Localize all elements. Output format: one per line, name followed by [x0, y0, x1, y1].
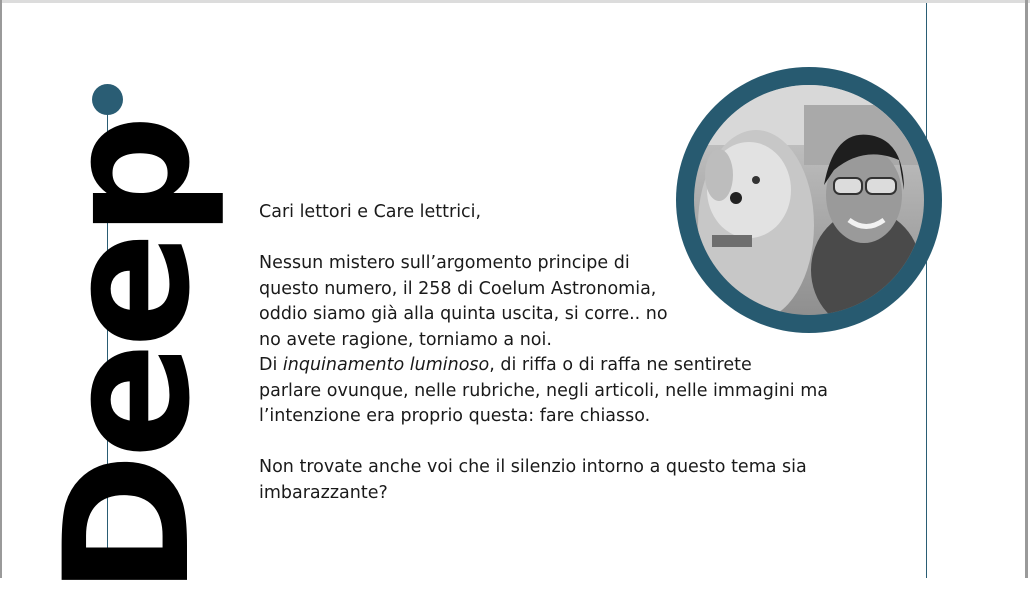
page-title: Deep [27, 120, 228, 596]
paragraph-gap [259, 430, 869, 456]
greeting: Cari lettori e Care lettrici, [259, 202, 482, 222]
accent-dot [92, 84, 123, 115]
dog-eye [752, 176, 760, 184]
portrait-photo [694, 85, 924, 315]
paragraph-1-line-4: no avete ragione, torniamo a noi. [259, 329, 552, 350]
line-5-prefix: Di [259, 355, 283, 375]
paragraph-1-line-2: questo numero, il 258 di Coelum Astronomia, [259, 278, 657, 299]
paragraph-2-line-1: Non trovate anche voi che il silenzio intorno a questo tema sia [259, 457, 807, 477]
paragraph-1-line-5 [259, 353, 869, 379]
paragraph-1-line-3: oddio siamo già alla quinta uscita, si corre.. no [259, 304, 668, 324]
page-frame-top [0, 0, 1030, 3]
author-portrait [676, 67, 942, 333]
dog-harness [712, 235, 752, 247]
page-frame-right [1025, 0, 1028, 578]
line-5-suffix: , di riffa o di raffa ne sentirete [489, 355, 752, 375]
dog-nose [730, 192, 742, 204]
paragraph-2-line-2: imbarazzante? [259, 482, 388, 503]
portrait-illustration [694, 85, 924, 315]
emphasis-term: inquinamento luminoso [282, 355, 490, 375]
sunglasses-right [866, 178, 896, 194]
sunglasses-left [834, 178, 862, 194]
paragraph-1-line-6: parlare ovunque, nelle rubriche, negli articoli, nelle immagini ma [259, 380, 828, 401]
column-rule [926, 3, 927, 578]
page-frame-left [0, 0, 2, 578]
paragraph-1-line-7: l’intenzione era proprio questa: fare chiasso. [259, 406, 651, 426]
dog-ear [705, 149, 733, 201]
paragraph-1-line-1: Nessun mistero sull’argomento principe di [259, 253, 630, 273]
